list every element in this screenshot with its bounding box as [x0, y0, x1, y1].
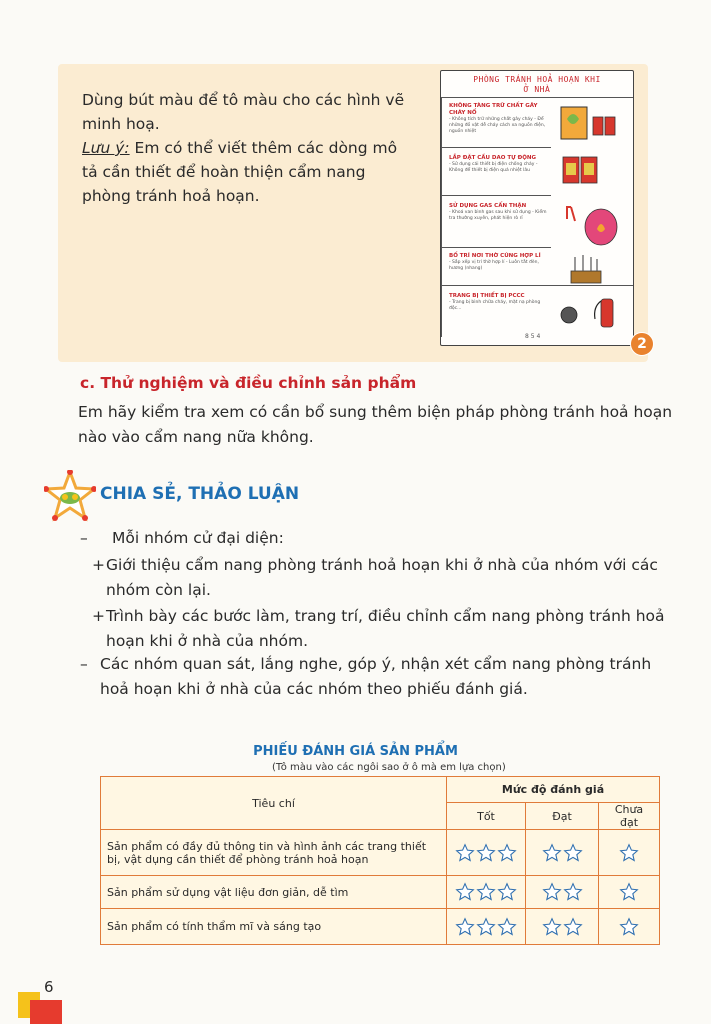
bullet-marker: +: [92, 556, 105, 574]
booklet-section-body: - Khoá van bình gas sau khi sử dụng - Kiểm tra thường xuyên, phát hiện rò rỉ: [449, 210, 547, 221]
star-cell: [526, 909, 599, 945]
rating-star-icon[interactable]: [476, 843, 496, 863]
booklet-section-body: - Không tích trữ những chất gây cháy - Để những đồ vật dễ cháy cách xa nguồn điện, nguồn nhiệt: [449, 117, 546, 134]
page-number: 6: [44, 978, 54, 996]
note-text: Em có thể viết thêm các dòng mô tả cần thiết để hoàn thiện cẩm nang phòng tránh hoả hoạn.: [82, 139, 398, 205]
discussion-star-icon: [44, 470, 96, 522]
rating-star-icon[interactable]: [455, 843, 475, 863]
bullet-text: Mỗi nhóm cử đại diện:: [112, 529, 284, 547]
rating-star-icon[interactable]: [563, 917, 583, 937]
section-c-body: Em hãy kiểm tra xem có cần bổ sung thêm biện pháp phòng tránh hoả hoạn nào vào cẩm nang nữa không.: [78, 403, 673, 446]
booklet-drawings: [553, 101, 629, 331]
corner-decoration: [30, 1000, 62, 1024]
level-pass: Đạt: [526, 803, 599, 830]
bullet-marker: –: [80, 655, 88, 673]
star-cell: [599, 876, 660, 909]
rating-star-icon[interactable]: [619, 917, 639, 937]
illustration-number-badge: 2: [630, 332, 654, 356]
level-fail: Chưa đạt: [599, 803, 660, 830]
rating-star-icon[interactable]: [497, 882, 517, 902]
booklet-section-body: - Trang bị bình chữa cháy, mặt nạ phòng độc...: [449, 300, 541, 311]
booklet-spine: [441, 97, 442, 337]
rating-star-icon[interactable]: [542, 882, 562, 902]
rating-star-icon[interactable]: [619, 882, 639, 902]
fire-extinguisher-icon: [561, 299, 613, 327]
booklet-section: [449, 155, 549, 174]
rating-star-icon[interactable]: [476, 917, 496, 937]
booklet-section-head: KHÔNG TÀNG TRỮ CHẤT GÂY CHÁY NỔ: [449, 103, 538, 116]
booklet-title: PHÒNG TRÁNH HOẢ HOẠN KHI Ở NHÀ: [473, 75, 601, 94]
rating-star-icon[interactable]: [542, 843, 562, 863]
booklet-divider: [441, 147, 551, 148]
bullet-text: Giới thiệu cẩm nang phòng tránh hoả hoạn khi ở nhà của nhóm với các nhóm còn lại.: [106, 556, 658, 599]
share-bullet: [80, 652, 660, 702]
booklet-section-body: - Sử dụng cái thiết bị điện chống cháy - Không để thiết bị điện quá nhiệt lâu: [449, 162, 538, 173]
level-good: Tốt: [447, 803, 526, 830]
jerrycan-icon: [561, 107, 615, 139]
star-cell: [599, 830, 660, 876]
criteria-cell: Sản phẩm sử dụng vật liệu đơn giản, dễ tìm: [101, 876, 447, 909]
booklet-divider: [441, 195, 551, 196]
criteria-cell: Sản phẩm có đầy đủ thông tin và hình ảnh các trang thiết bị, vật dụng cần thiết để phòng tránh hoả hoạn: [101, 830, 447, 876]
criteria-header: Tiêu chí: [101, 777, 447, 830]
booklet-section-head: BỐ TRÍ NƠI THỜ CÚNG HỢP LÍ: [449, 253, 541, 259]
booklet-section-head: SỬ DỤNG GAS CẨN THẬN: [449, 203, 527, 209]
rating-star-icon[interactable]: [619, 843, 639, 863]
booklet-section-head: LẮP ĐẶT CẦU DAO TỰ ĐỘNG: [449, 155, 536, 161]
bullet-marker: –: [80, 529, 88, 547]
share-heading: CHIA SẺ, THẢO LUẬN: [100, 484, 300, 504]
booklet-section: [449, 103, 549, 135]
instruction-text: [82, 88, 412, 208]
rating-star-icon[interactable]: [455, 882, 475, 902]
booklet-section: [449, 253, 549, 272]
circuit-breaker-icon: [563, 157, 597, 183]
booklet-section: [449, 293, 549, 312]
rating-star-icon[interactable]: [476, 882, 496, 902]
rating-star-icon[interactable]: [563, 843, 583, 863]
share-bullet: [80, 526, 711, 551]
instruction-box: [58, 64, 648, 362]
evaluation-title: PHIẾU ĐÁNH GIÁ SẢN PHẨM: [253, 744, 458, 759]
share-bullet: [92, 604, 666, 654]
rating-star-icon[interactable]: [497, 917, 517, 937]
bullet-text: Trình bày các bước làm, trang trí, điều chỉnh cẩm nang phòng tránh hoả hoạn khi ở nhà của nhóm.: [106, 607, 665, 650]
incense-altar-icon: [571, 255, 601, 283]
star-cell: [526, 830, 599, 876]
share-bullet: [92, 553, 666, 603]
evaluation-table: [100, 776, 660, 945]
note-label: Lưu ý:: [82, 139, 130, 157]
level-header: Mức độ đánh giá: [447, 777, 660, 803]
booklet-divider: [441, 247, 551, 248]
star-cell: [447, 830, 526, 876]
star-cell: [599, 909, 660, 945]
section-c-heading: c. Thử nghiệm và điều chỉnh sản phẩm: [80, 374, 417, 392]
bullet-text: Các nhóm quan sát, lắng nghe, góp ý, nhận xét cẩm nang phòng tránh hoả hoạn khi ở nhà của các nhóm theo phiếu đánh giá.: [100, 655, 652, 698]
star-cell: [526, 876, 599, 909]
instruction-line: Dùng bút màu để tô màu cho các hình vẽ minh hoạ.: [82, 91, 405, 133]
instruction-note: [82, 136, 412, 208]
booklet-section-body: - Sắp xếp vị trí thờ hợp lí - Luôn tắt đèn, hương (nhang): [449, 260, 539, 271]
rating-star-icon[interactable]: [563, 882, 583, 902]
gas-cylinder-icon: [567, 207, 617, 245]
criteria-cell: Sản phẩm có tính thẩm mĩ và sáng tạo: [101, 909, 447, 945]
booklet-section: [449, 203, 549, 222]
rating-star-icon[interactable]: [542, 917, 562, 937]
star-cell: [447, 876, 526, 909]
bullet-marker: +: [92, 607, 105, 625]
star-cell: [447, 909, 526, 945]
booklet-footer: 8 5 4: [525, 333, 541, 340]
booklet-divider: [441, 97, 633, 98]
evaluation-subtitle: (Tô màu vào các ngôi sao ở ô mà em lựa chọn): [272, 762, 506, 773]
rating-star-icon[interactable]: [497, 843, 517, 863]
booklet-section-head: TRANG BỊ THIẾT BỊ PCCC: [449, 293, 525, 299]
rating-star-icon[interactable]: [455, 917, 475, 937]
booklet-illustration: [440, 70, 634, 346]
